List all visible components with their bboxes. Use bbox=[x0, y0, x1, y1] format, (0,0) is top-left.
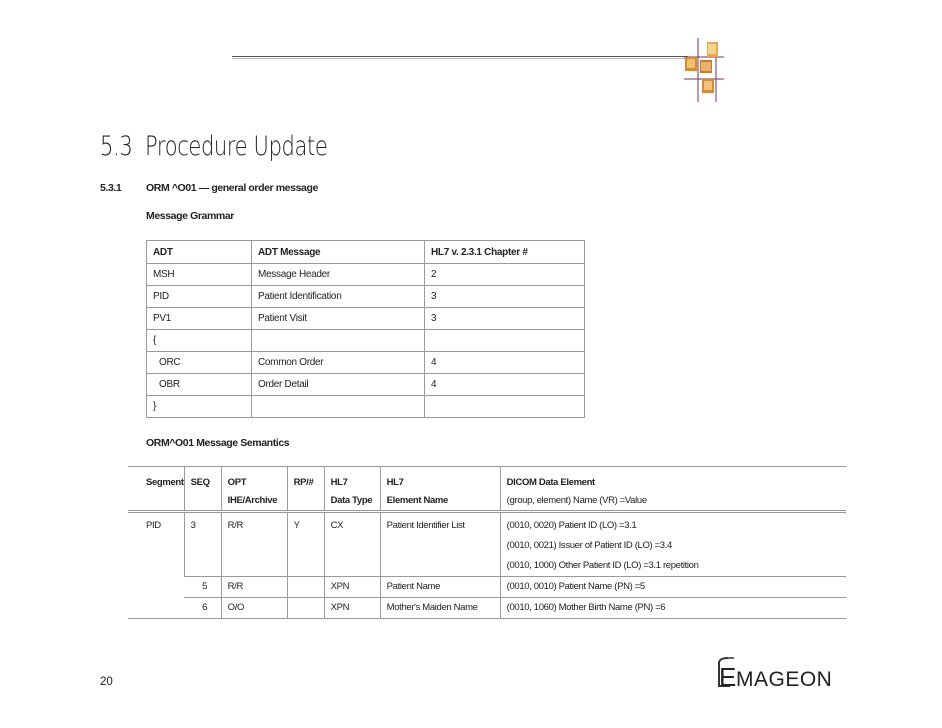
logo-text: MAGEON bbox=[736, 668, 833, 691]
table-cell: Common Order bbox=[252, 352, 425, 374]
dicom-line: (0010, 0021) Issuer of Patient ID (LO) =3.4 bbox=[506, 540, 672, 551]
header-line: DICOM Data Element bbox=[506, 477, 595, 488]
table-cell-dicom: (0010, 1060) Mother Birth Name (PN) =6 bbox=[500, 598, 846, 619]
header-cell: ADT bbox=[147, 241, 252, 264]
table-row bbox=[147, 396, 585, 418]
message-semantics-table bbox=[128, 466, 846, 619]
header-line: OPT bbox=[227, 477, 247, 488]
table-row bbox=[147, 264, 585, 286]
table-row bbox=[128, 598, 846, 619]
logo-initial: E bbox=[719, 662, 737, 692]
header-cell-type bbox=[324, 467, 380, 512]
header-cell-dicom bbox=[500, 467, 846, 512]
subsection-number: 5.3.1 bbox=[100, 182, 122, 194]
table-cell: 3 bbox=[425, 308, 585, 330]
table-cell: R/R bbox=[221, 512, 287, 577]
dicom-line: (0010, 0020) Patient ID (LO) =3.1 bbox=[506, 520, 637, 531]
header-line: HL7 bbox=[386, 477, 404, 488]
table-row bbox=[147, 374, 585, 396]
table-cell: Patient Identification bbox=[252, 286, 425, 308]
table-cell: MSH bbox=[147, 264, 252, 286]
table-cell: Mother's Maiden Name bbox=[380, 598, 500, 619]
table-cell: PV1 bbox=[147, 308, 252, 330]
header-cell-seq: SEQ bbox=[184, 467, 221, 512]
table-row bbox=[147, 330, 585, 352]
table-cell: Message Header bbox=[252, 264, 425, 286]
header-cell-segment: Segment bbox=[128, 467, 184, 512]
section-heading bbox=[100, 131, 327, 162]
message-grammar-table bbox=[146, 240, 585, 418]
table-cell: XPN bbox=[324, 577, 380, 598]
header-cell: HL7 v. 2.3.1 Chapter # bbox=[425, 241, 585, 264]
header-cell-element bbox=[380, 467, 500, 512]
table-cell bbox=[287, 598, 324, 619]
table-row bbox=[147, 352, 585, 374]
table-cell bbox=[425, 396, 585, 418]
table-cell: XPN bbox=[324, 598, 380, 619]
table-cell: { bbox=[147, 330, 252, 352]
header-cell-rp: RP/# bbox=[287, 467, 324, 512]
table-cell: ORC bbox=[147, 352, 252, 374]
table-cell-dicom: (0010, 0010) Patient Name (PN) =5 bbox=[500, 577, 846, 598]
table-header-row bbox=[147, 241, 585, 264]
table-cell: Y bbox=[287, 512, 324, 577]
table-cell: PID bbox=[147, 286, 252, 308]
table-cell: 4 bbox=[425, 352, 585, 374]
table-row bbox=[147, 308, 585, 330]
header-line: Data Type bbox=[330, 495, 373, 506]
table-cell: 3 bbox=[184, 512, 221, 577]
table-cell: 4 bbox=[425, 374, 585, 396]
table-header-row bbox=[128, 467, 846, 512]
table-cell bbox=[287, 577, 324, 598]
subsection-title: ORM ^O01 — general order message bbox=[146, 182, 318, 194]
table-row bbox=[147, 286, 585, 308]
table-cell bbox=[425, 330, 585, 352]
table-cell: 5 bbox=[184, 577, 221, 598]
table-cell: OBR bbox=[147, 374, 252, 396]
table-cell: Patient Visit bbox=[252, 308, 425, 330]
header-cell: ADT Message bbox=[252, 241, 425, 264]
table-cell: O/O bbox=[221, 598, 287, 619]
message-grammar-label: Message Grammar bbox=[146, 210, 234, 222]
emageon-logo bbox=[716, 656, 842, 692]
table-cell: Order Detail bbox=[252, 374, 425, 396]
table-cell: 6 bbox=[184, 598, 221, 619]
header-rule bbox=[232, 56, 688, 57]
header-rule-shadow bbox=[232, 58, 688, 59]
table-row bbox=[128, 512, 846, 577]
table-cell: R/R bbox=[221, 577, 287, 598]
header-decoration-icon bbox=[684, 38, 724, 102]
table-cell: Patient Identifier List bbox=[380, 512, 500, 577]
header-line: IHE/Archive bbox=[227, 495, 278, 506]
table-cell: } bbox=[147, 396, 252, 418]
page-number: 20 bbox=[100, 676, 113, 688]
section-number: 5.3 bbox=[100, 131, 133, 162]
table-cell: CX bbox=[324, 512, 380, 577]
table-cell: Patient Name bbox=[380, 577, 500, 598]
header-line: HL7 bbox=[330, 477, 348, 488]
table-row bbox=[128, 577, 846, 598]
header-cell-opt bbox=[221, 467, 287, 512]
segment-cell: PID bbox=[146, 520, 161, 531]
dicom-line: (0010, 1000) Other Patient ID (LO) =3.1 repetition bbox=[506, 560, 699, 571]
table-cell bbox=[252, 330, 425, 352]
message-semantics-label: ORM^O01 Message Semantics bbox=[146, 437, 290, 449]
table-cell: 2 bbox=[425, 264, 585, 286]
header-line: Element Name bbox=[386, 495, 448, 506]
table-cell-dicom bbox=[500, 512, 846, 577]
table-cell: 3 bbox=[425, 286, 585, 308]
table-cell bbox=[252, 396, 425, 418]
header-line: (group, element) Name (VR) =Value bbox=[506, 495, 647, 506]
section-title: Procedure Update bbox=[144, 131, 328, 162]
